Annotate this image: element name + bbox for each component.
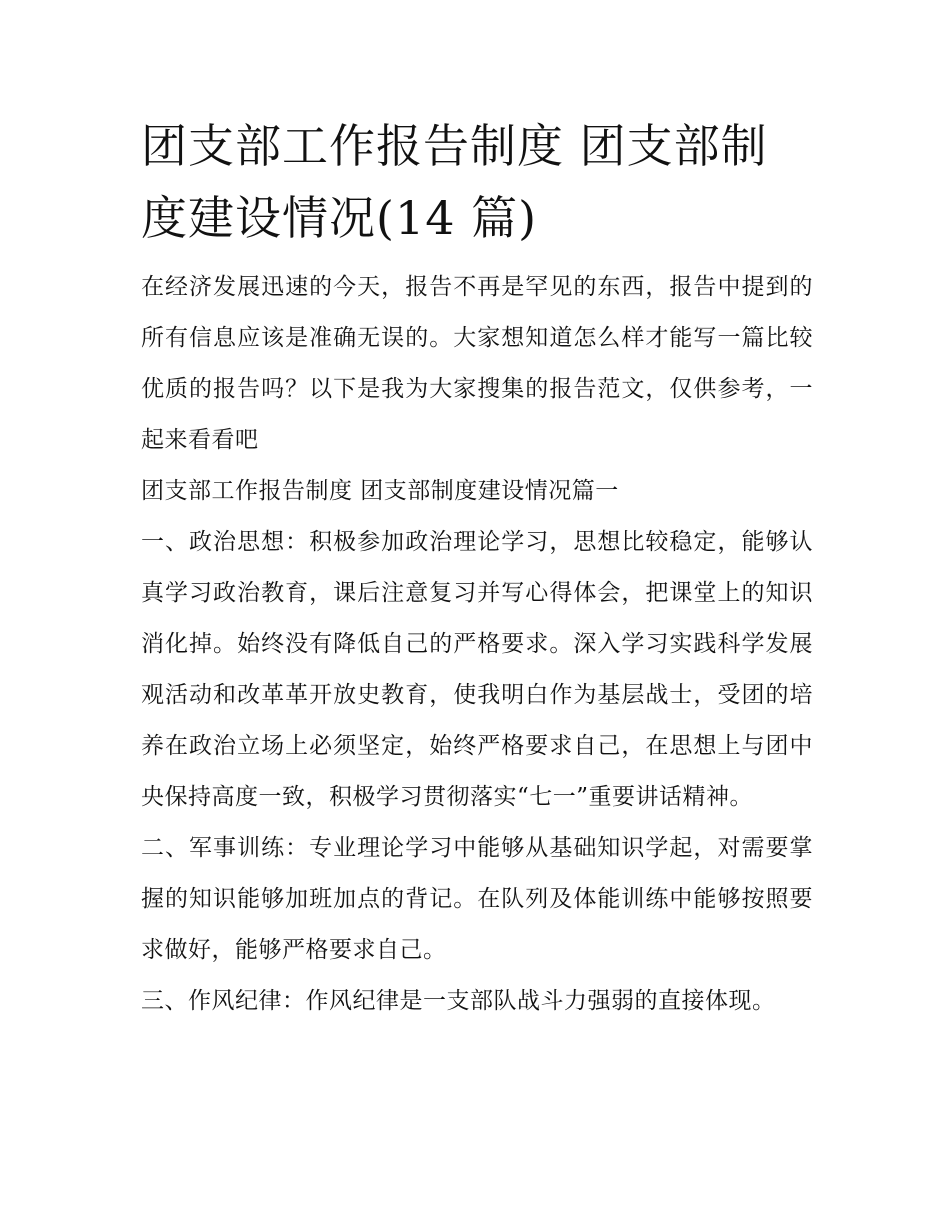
section-heading: 团支部工作报告制度 团支部制度建设情况篇一 xyxy=(141,478,619,504)
document-title: 团支部工作报告制度 团支部制度建设情况(14 篇) xyxy=(141,119,768,245)
document-content xyxy=(141,110,813,1027)
paragraph-discipline: 三、作风纪律：作风纪律是一支部队战斗力强弱的直接体现。 xyxy=(141,988,776,1014)
paragraph-intro: 在经济发展迅速的今天，报告不再是罕见的东西，报告中提到的所有信息应该是准确无误的。大家想知道怎么样才能写一篇比较优质的报告吗？以下是我为大家搜集的报告范文，仅供参考，一起来看看吧 xyxy=(141,274,813,453)
paragraph-political-thought: 一、政治思想：积极参加政治理论学习，思想比较稳定，能够认真学习政治教育，课后注意复习并写心得体会，把课堂上的知识消化掉。始终没有降低自己的严格要求。深入学习实践科学发展观活动和改革革开放史教育，使我明白作为基层战士，受团的培养在政治立场上必须坚定，始终严格要求自己，在思想上与团中央保持高度一致，积极学习贯彻落实“七一”重要讲话精神。 xyxy=(141,529,813,810)
paragraph-military-training: 二、军事训练：专业理论学习中能够从基础知识学起，对需要掌握的知识能够加班加点的背记。在队列及体能训练中能够按照要求做好，能够严格要求自己。 xyxy=(141,835,813,963)
